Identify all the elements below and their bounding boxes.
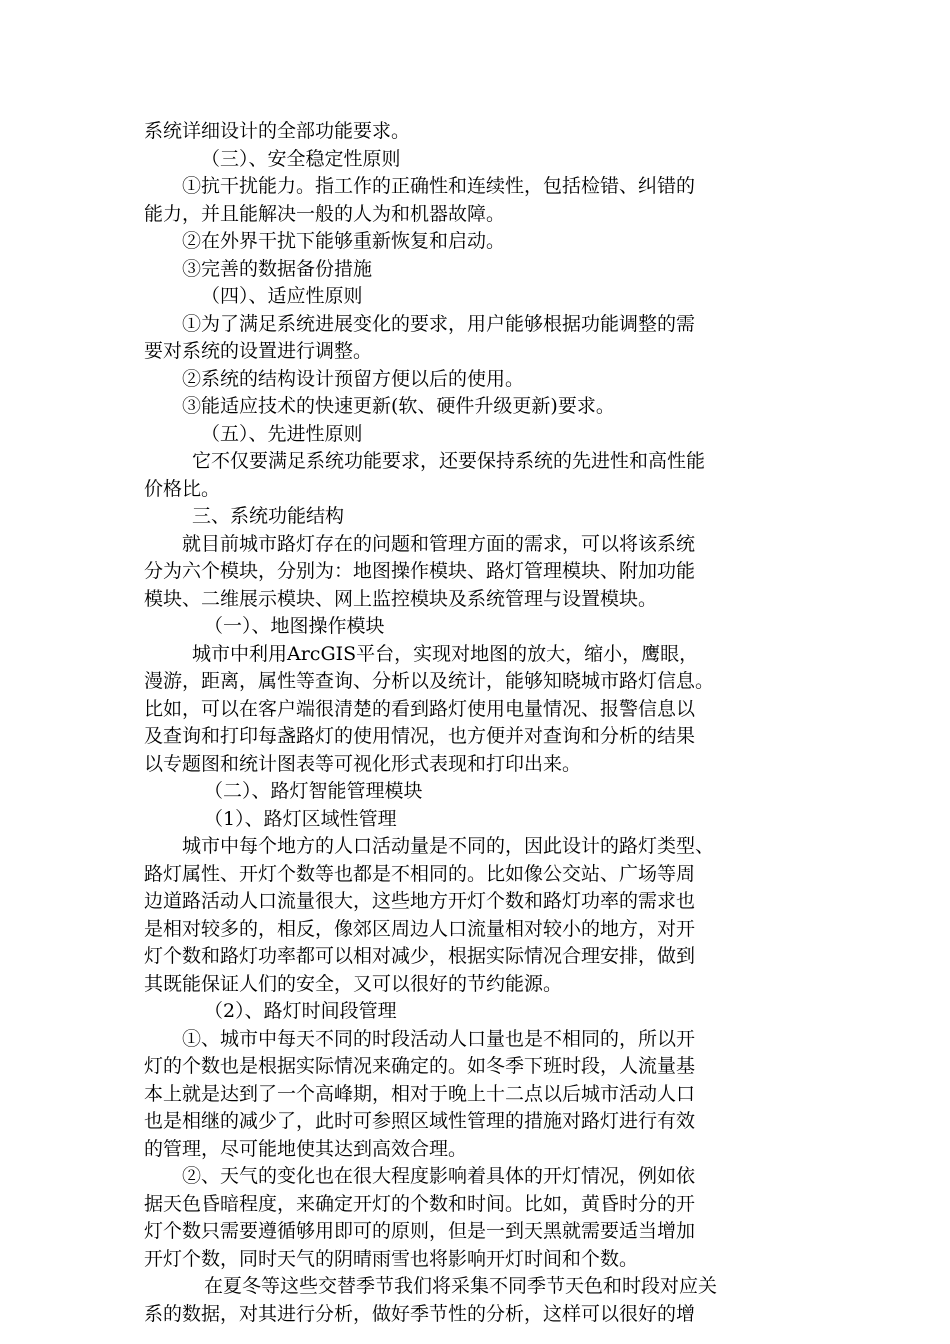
text-line: ③完善的数据备份措施 bbox=[182, 257, 373, 280]
text-line: 路灯属性、开灯个数等也都是不相同的。比如像公交站、广场等周 bbox=[144, 862, 696, 885]
text-line: （四）、适应性原则 bbox=[201, 285, 363, 307]
text-line: 价格比。 bbox=[144, 477, 221, 500]
text-line: ①、城市中每天不同的时段活动人口量也是不相同的，所以开 bbox=[182, 1027, 696, 1050]
text-line: 的管理，尽可能地使其达到高效合理。 bbox=[144, 1137, 468, 1160]
text-line: ②、天气的变化也在很大程度影响着具体的开灯情况，例如依 bbox=[182, 1165, 696, 1187]
text-line: 其既能保证人们的安全，又可以很好的节约能源。 bbox=[144, 972, 563, 995]
text-line: 系的数据，对其进行分析，做好季节性的分析，这样可以很好的增 bbox=[144, 1302, 696, 1325]
text-line: 比如，可以在客户端很清楚的看到路灯使用电量情况、报警信息以 bbox=[144, 697, 696, 720]
text-line: 边道路活动人口流量很大，这些地方开灯个数和路灯功率的需求也 bbox=[144, 890, 696, 912]
text-line: 城市中利用ArcGIS平台，实现对地图的放大，缩小，鹰眼， bbox=[192, 642, 699, 665]
text-line: 本上就是达到了一个高峰期，相对于晚上十二点以后城市活动人口 bbox=[144, 1082, 696, 1105]
text-line: ②在外界干扰下能够重新恢复和启动。 bbox=[182, 230, 506, 252]
text-line: 也是相继的减少了，此时可参照区域性管理的措施对路灯进行有效 bbox=[144, 1110, 696, 1132]
text-line: ③能适应技术的快速更新(软、硬件升级更新)要求。 bbox=[182, 395, 615, 417]
text-line: 系统详细设计的全部功能要求。 bbox=[144, 120, 411, 142]
text-line: 能力，并且能解决一般的人为和机器故障。 bbox=[144, 202, 506, 225]
text-line: （五）、先进性原则 bbox=[201, 422, 363, 445]
text-line: （2）、路灯时间段管理 bbox=[204, 1000, 397, 1022]
text-line: 就目前城市路灯存在的问题和管理方面的需求，可以将该系统 bbox=[182, 532, 696, 555]
text-line: 城市中每个地方的人口活动量是不同的，因此设计的路灯类型、 bbox=[182, 835, 715, 857]
text-line: 及查询和打印每盏路灯的使用情况，也方便并对查询和分析的结果 bbox=[144, 725, 696, 747]
text-line: （一）、地图操作模块 bbox=[204, 615, 385, 637]
text-line: （二）、路灯智能管理模块 bbox=[204, 780, 423, 802]
text-line: 它不仅要满足系统功能要求，还要保持系统的先进性和高性能 bbox=[192, 450, 706, 472]
text-line: 模块、二维展示模块、网上监控模块及系统管理与设置模块。 bbox=[144, 587, 658, 610]
text-line: ①抗干扰能力。指工作的正确性和连续性，包括检错、纠错的 bbox=[182, 175, 696, 197]
text-line: 要对系统的设置进行调整。 bbox=[144, 340, 373, 362]
text-line: ①为了满足系统进展变化的要求，用户能够根据功能调整的需 bbox=[182, 312, 696, 335]
text-line: ②系统的结构设计预留方便以后的使用。 bbox=[182, 367, 525, 390]
text-line: （1）、路灯区域性管理 bbox=[204, 807, 397, 830]
text-line: 开灯个数，同时天气的阴晴雨雪也将影响开灯时间和个数。 bbox=[144, 1247, 639, 1270]
document-body bbox=[144, 118, 804, 1328]
text-line: 灯的个数也是根据实际情况来确定的。如冬季下班时段，人流量基 bbox=[144, 1055, 696, 1077]
text-line: 灯个数只需要遵循够用即可的原则，但是一到天黑就需要适当增加 bbox=[144, 1220, 696, 1242]
text-line: 是相对较多的，相反，像郊区周边人口流量相对较小的地方，对开 bbox=[144, 917, 696, 940]
text-line: 以专题图和统计图表等可视化形式表现和打印出来。 bbox=[144, 752, 582, 775]
text-line: 灯个数和路灯功率都可以相对减少，根据实际情况合理安排，做到 bbox=[144, 945, 696, 967]
text-line: 据天色昏暗程度，来确定开灯的个数和时间。比如，黄昏时分的开 bbox=[144, 1192, 696, 1215]
text-line: （三）、安全稳定性原则 bbox=[201, 147, 401, 170]
text-line: 三、系统功能结构 bbox=[192, 505, 345, 527]
text-line: 分为六个模块，分别为：地图操作模块、路灯管理模块、附加功能 bbox=[144, 560, 696, 582]
text-line: 漫游，距离，属性等查询、分析以及统计，能够知晓城市路灯信息。 bbox=[144, 670, 715, 692]
text-line: 在夏冬等这些交替季节我们将采集不同季节天色和时段对应关 bbox=[204, 1275, 718, 1297]
